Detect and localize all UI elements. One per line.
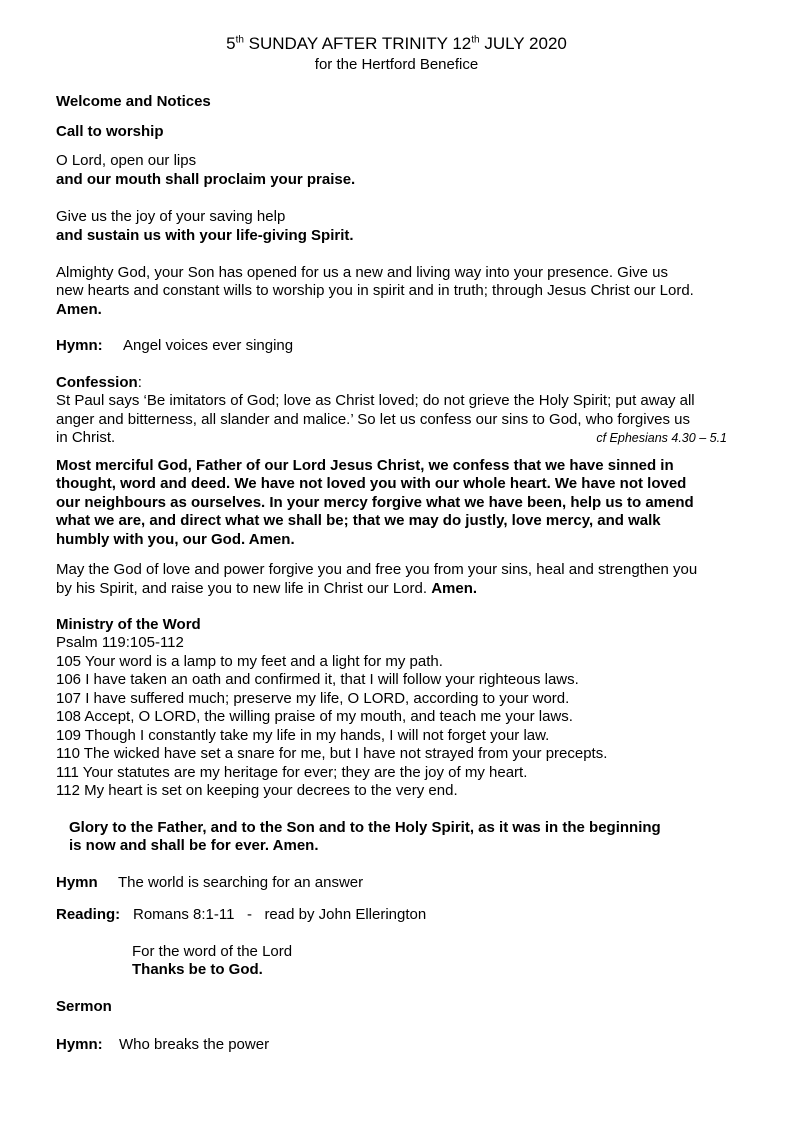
- psalm-verse: 112 My heart is set on keeping your decrees to the very end.: [56, 782, 458, 799]
- reading-versicle: For the word of the Lord: [132, 943, 293, 960]
- welcome-heading: Welcome and Notices: [56, 93, 211, 110]
- psalm-verse: 111 Your statutes are my heritage for ever; they are the joy of my heart.: [56, 764, 528, 781]
- absolution-line-2: [56, 580, 746, 599]
- gloria-line-1: Glory to the Father, and to the Son and to the Holy Spirit, as it was in the beginning: [69, 819, 661, 836]
- confession-heading: [56, 374, 746, 393]
- page-title: [0, 33, 793, 55]
- collect-amen: Amen.: [56, 301, 102, 318]
- hymn-title: Who breaks the power: [119, 1036, 270, 1053]
- collect-line-1: Almighty God, your Son has opened for us a new and living way into your presence. Give us: [56, 264, 669, 281]
- page-subtitle: for the Hertford Benefice: [314, 56, 479, 73]
- confession-heading-colon: :: [137, 374, 142, 391]
- collect-line-2: new hearts and constant wills to worship you in spirit and in truth; through Jesus Christ our Lord.: [56, 282, 694, 299]
- confession-intro-line-3: in Christ.: [56, 429, 116, 446]
- psalm-verse: 105 Your word is a lamp to my feet and a light for my path.: [56, 653, 443, 670]
- reading-response: Thanks be to God.: [132, 961, 263, 978]
- hymn-3: [56, 1036, 746, 1055]
- response-1: and our mouth shall proclaim your praise.: [56, 171, 356, 188]
- hymn-title: Angel voices ever singing: [123, 337, 294, 354]
- psalm-verse: 110 The wicked have set a snare for me, but I have not strayed from your precepts.: [56, 745, 608, 762]
- absolution-text: by his Spirit, and raise you to new life in Christ our Lord.: [56, 580, 432, 597]
- confession-prayer-line-1: Most merciful God, Father of our Lord Jesus Christ, we confess that we have sinned in: [56, 457, 674, 474]
- gloria-line-2: is now and shall be for ever. Amen.: [69, 837, 319, 854]
- absolution-amen: Amen.: [431, 580, 478, 597]
- confession-prayer-line-3: our neighbours as ourselves. In your mercy forgive what we have been, help us to amend: [56, 494, 694, 511]
- reading-text: Romans 8:1-11 - read by John Ellerington: [133, 906, 427, 923]
- psalm-verse: 106 I have taken an oath and confirmed it, that I will follow your righteous laws.: [56, 671, 579, 688]
- sermon-heading: Sermon: [56, 998, 112, 1015]
- reading-label: Reading:: [56, 906, 121, 923]
- reading: [56, 906, 746, 925]
- call-to-worship-heading: Call to worship: [56, 123, 164, 140]
- psalm-verse: 109 Though I constantly take my life in my hands, I will not forget your law.: [56, 727, 550, 744]
- hymn-1: [56, 337, 746, 356]
- title-part: 5: [226, 34, 236, 53]
- versicle-2: Give us the joy of your saving help: [56, 208, 286, 225]
- confession-prayer-line-2: thought, word and deed. We have not loved you with our whole heart. We have not loved: [56, 475, 687, 492]
- scripture-reference: cf Ephesians 4.30 – 5.1: [596, 431, 727, 445]
- psalm-reference: Psalm 119:105-112: [56, 634, 184, 651]
- confession-intro-line-2: anger and bitterness, all slander and malice.’ So let us confess our sins to God, who forgives us: [56, 411, 690, 428]
- response-2: and sustain us with your life-giving Spirit.: [56, 227, 354, 244]
- hymn-label: Hymn:: [56, 1036, 103, 1053]
- confession-heading-text: Confession: [56, 374, 138, 391]
- title-superscript: th: [471, 34, 480, 46]
- psalm-verse: 108 Accept, O LORD, the willing praise of my mouth, and teach me your laws.: [56, 708, 573, 725]
- psalm-verse: 107 I have suffered much; preserve my life, O LORD, according to your word.: [56, 690, 570, 707]
- confession-intro-line-1: St Paul says ‘Be imitators of God; love as Christ loved; do not grieve the Holy Spirit; put away all: [56, 392, 695, 409]
- title-part: SUNDAY AFTER TRINITY 12: [243, 34, 472, 53]
- confession-prayer-line-5: humbly with you, our God. Amen.: [56, 531, 295, 548]
- hymn-label: Hymn:: [56, 337, 103, 354]
- confession-prayer-line-4: what we are, and direct what we shall be; that we may do justly, love mercy, and walk: [56, 512, 661, 529]
- title-part: JULY 2020: [479, 34, 567, 53]
- hymn-2: [56, 874, 746, 893]
- title-superscript: th: [235, 34, 244, 46]
- absolution-line-1: May the God of love and power forgive you and free you from your sins, heal and strengthen you: [56, 561, 698, 578]
- versicle-1: O Lord, open our lips: [56, 152, 197, 169]
- hymn-label: Hymn: [56, 874, 98, 891]
- ministry-heading: Ministry of the Word: [56, 616, 201, 633]
- hymn-title: The world is searching for an answer: [118, 874, 364, 891]
